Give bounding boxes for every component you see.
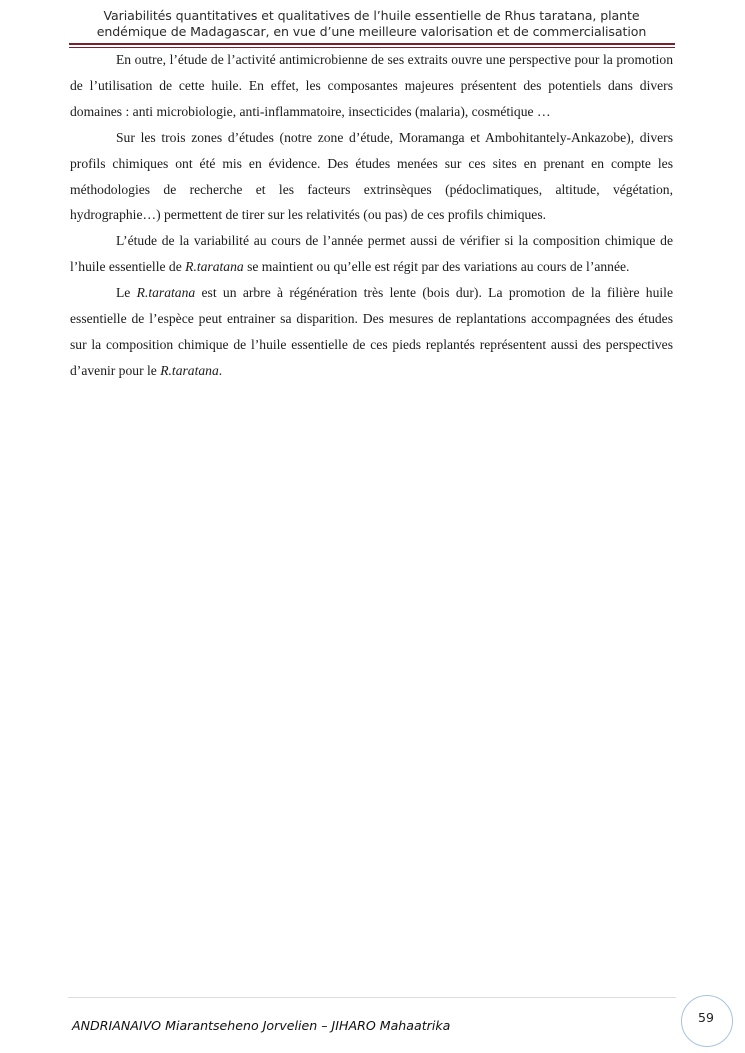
- species-name: R.taratana: [160, 362, 219, 378]
- footer-authors: ANDRIANAIVO Miarantseheno Jorvelien – JIHARO Mahaatrika: [72, 1018, 451, 1033]
- footer-rule: [68, 997, 676, 998]
- body-text: [70, 47, 673, 384]
- species-name: R.taratana: [185, 259, 244, 275]
- paragraph-4-text-c: .: [218, 362, 223, 378]
- paragraph-4-text-a: Le: [116, 285, 137, 301]
- paragraph-1: En outre, l’étude de l’activité antimicrobienne de ses extraits ouvre une perspective pour la promotion de l’utilisation de cette huile. En effet, les composantes majeures présentent des potentiels dans divers domaines : anti microbiologie, anti-inflammatoire, insecticides (malaria), cosmétique …: [70, 52, 673, 119]
- paragraph-3-text-b: se maintient ou qu’elle est régit par des variations au cours de l’année.: [243, 259, 630, 275]
- species-name: R.taratana: [136, 285, 196, 301]
- header-line-1: Variabilités quantitatives et qualitatives de l’huile essentielle de Rhus taratana, plante: [103, 8, 640, 23]
- header-rule: [69, 43, 675, 45]
- page-number: 59: [698, 1010, 714, 1025]
- header-line-2: endémique de Madagascar, en vue d’une meilleure valorisation et de commercialisation: [96, 24, 647, 39]
- paragraph-2: Sur les trois zones d’études (notre zone d’étude, Moramanga et Ambohitantely-Ankazobe), divers profils chimiques ont été mis en évidence. Des études menées sur ces sites en prenant en compte les méthodologies de recherche et les facteurs extrinsèques (pédoclimatiques, altitude, végétation, hydrographie…) permettent de tirer sur les relativités (ou pas) de ces profils chimiques.: [70, 129, 673, 223]
- paragraph-3: [70, 228, 673, 280]
- paragraph-4: [70, 280, 673, 384]
- paragraph-4-text-b: est un arbre à régénération très lente (bois dur). La promotion de la filière huile essentielle de l’espèce peut entrainer sa disparition. Des mesures de replantations accompagnées des études sur la composition chimique de l’huile essentielle de ces pieds replantés représentent aussi des perspectives d’avenir pour le: [70, 285, 673, 378]
- paragraph-3-text-a: L’étude de la variabilité au cours de l’année permet aussi de vérifier si la composition chimique de l’huile essentielle de: [70, 233, 673, 275]
- running-header: [70, 8, 673, 40]
- page-number-badge: [681, 995, 733, 1047]
